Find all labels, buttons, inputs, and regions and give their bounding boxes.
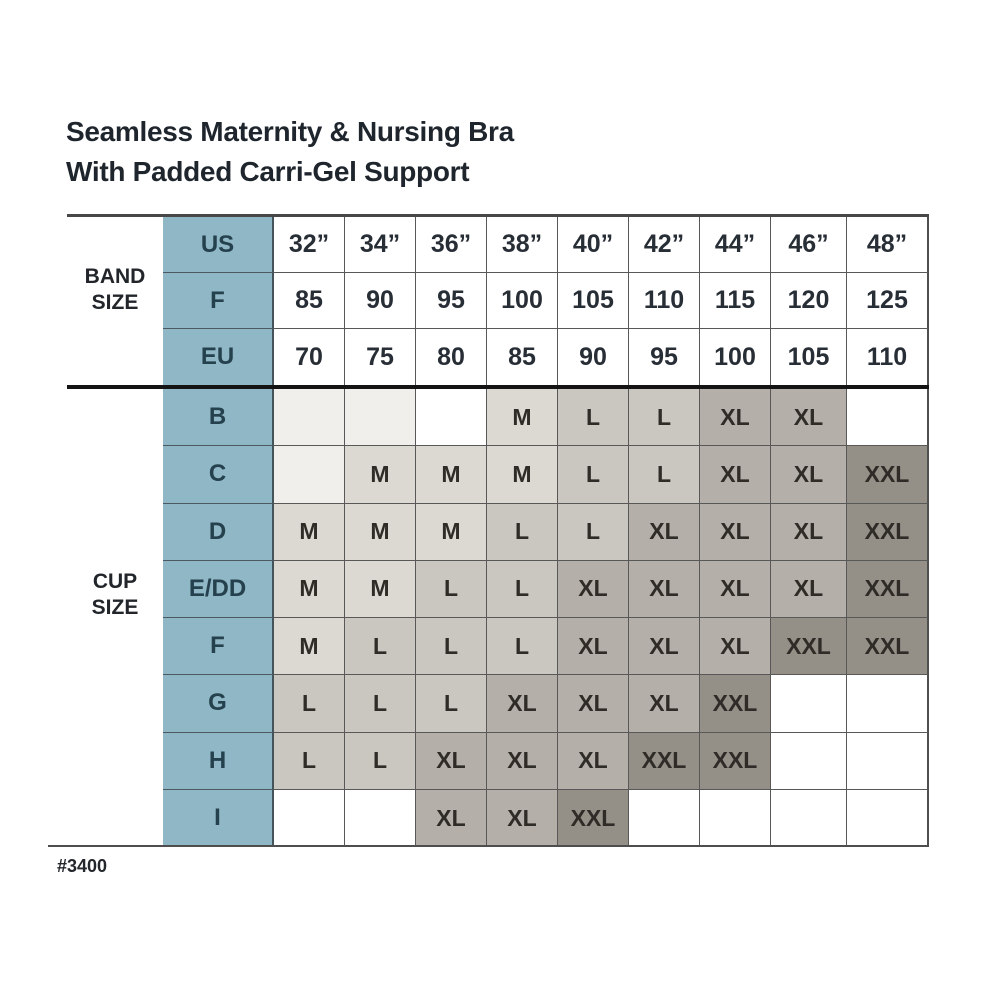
cup-cell: L (629, 389, 700, 446)
cup-cell: XXL (847, 618, 929, 675)
cup-cell: XL (629, 504, 700, 561)
size-table (67, 214, 929, 847)
cup-cell: L (416, 618, 487, 675)
cup-cell (847, 733, 929, 790)
band-cell: 100 (487, 273, 558, 329)
band-cell: 90 (558, 329, 629, 385)
cup-cell (771, 675, 847, 732)
cup-cell: M (487, 389, 558, 446)
band-cell: 75 (345, 329, 416, 385)
cup-cell: M (274, 561, 345, 618)
row-header-f: F (163, 618, 274, 675)
cup-cell (345, 389, 416, 446)
cup-cell: XL (558, 618, 629, 675)
band-cell: 110 (629, 273, 700, 329)
cup-cell: XXL (771, 618, 847, 675)
cup-cell: XL (771, 561, 847, 618)
band-cell: 80 (416, 329, 487, 385)
cup-cell: XXL (700, 733, 771, 790)
bottom-rule (48, 845, 929, 847)
band-cell: 32” (274, 217, 345, 273)
band-cell: 105 (558, 273, 629, 329)
cup-cell: M (345, 504, 416, 561)
cup-cell: L (558, 446, 629, 503)
row-header-d: D (163, 504, 274, 561)
band-cell: 90 (345, 273, 416, 329)
band-size-section-label: BAND SIZE (67, 217, 163, 385)
band-cell: 46” (771, 217, 847, 273)
cup-cell: L (487, 618, 558, 675)
row-header-f: F (163, 273, 274, 329)
cup-cell: M (416, 504, 487, 561)
cup-cell (847, 389, 929, 446)
cup-cell: XL (487, 790, 558, 847)
cup-cell: XL (558, 733, 629, 790)
row-header-eu: EU (163, 329, 274, 385)
cup-cell: L (345, 618, 416, 675)
band-cell: 40” (558, 217, 629, 273)
cup-cell: XXL (700, 675, 771, 732)
cup-cell (847, 675, 929, 732)
cup-cell: M (274, 504, 345, 561)
cup-cell (771, 790, 847, 847)
cup-cell: XL (771, 389, 847, 446)
item-number: #3400 (57, 856, 108, 876)
band-cell: 95 (629, 329, 700, 385)
cup-size-section-label: CUP SIZE (67, 389, 163, 847)
cup-cell (274, 446, 345, 503)
band-cell: 100 (700, 329, 771, 385)
row-header-i: I (163, 790, 274, 847)
cup-cell: L (629, 446, 700, 503)
cup-cell: XXL (558, 790, 629, 847)
cup-cell: XL (771, 504, 847, 561)
band-cell: 85 (274, 273, 345, 329)
cup-cell: XL (700, 561, 771, 618)
cup-cell (274, 389, 345, 446)
cup-cell: XL (629, 561, 700, 618)
cup-cell: L (416, 561, 487, 618)
band-cell: 42” (629, 217, 700, 273)
cup-cell (345, 790, 416, 847)
cup-cell: XL (700, 446, 771, 503)
band-cell: 44” (700, 217, 771, 273)
band-cell: 95 (416, 273, 487, 329)
band-cell: 120 (771, 273, 847, 329)
cup-cell: L (487, 504, 558, 561)
cup-cell: L (345, 733, 416, 790)
cup-cell: XXL (847, 561, 929, 618)
product-title (66, 112, 514, 192)
cup-cell: L (274, 733, 345, 790)
band-cell: 36” (416, 217, 487, 273)
cup-cell: XL (629, 675, 700, 732)
product-title-line-1: Seamless Maternity & Nursing Bra (66, 116, 514, 147)
cup-cell: L (487, 561, 558, 618)
cup-cell: XXL (847, 446, 929, 503)
band-cell: 85 (487, 329, 558, 385)
cup-cell: XL (416, 790, 487, 847)
cup-cell: L (416, 675, 487, 732)
cup-cell: XL (771, 446, 847, 503)
band-cell: 48” (847, 217, 929, 273)
cup-cell: L (558, 504, 629, 561)
cup-cell: M (487, 446, 558, 503)
cup-cell (700, 790, 771, 847)
cup-cell (847, 790, 929, 847)
cup-cell: XXL (847, 504, 929, 561)
cup-cell: M (345, 561, 416, 618)
cup-cell: XL (629, 618, 700, 675)
band-cell: 110 (847, 329, 929, 385)
cup-cell: M (345, 446, 416, 503)
cup-cell: XL (487, 675, 558, 732)
cup-cell: L (558, 389, 629, 446)
band-cell: 70 (274, 329, 345, 385)
cup-cell (416, 389, 487, 446)
cup-cell: L (274, 675, 345, 732)
band-cell: 125 (847, 273, 929, 329)
cup-cell: XL (558, 561, 629, 618)
band-cell: 34” (345, 217, 416, 273)
product-title-line-2: With Padded Carri-Gel Support (66, 156, 470, 187)
cup-cell: XXL (629, 733, 700, 790)
row-header-c: C (163, 446, 274, 503)
cup-cell: L (345, 675, 416, 732)
cup-cell (274, 790, 345, 847)
cup-cell: XL (700, 389, 771, 446)
cup-cell: M (274, 618, 345, 675)
row-header-g: G (163, 675, 274, 732)
band-cell: 105 (771, 329, 847, 385)
cup-cell: M (416, 446, 487, 503)
cup-cell: XL (700, 504, 771, 561)
band-cell: 38” (487, 217, 558, 273)
cup-cell: XL (487, 733, 558, 790)
row-header-b: B (163, 389, 274, 446)
row-header-h: H (163, 733, 274, 790)
cup-cell: XL (700, 618, 771, 675)
band-cell: 115 (700, 273, 771, 329)
row-header-e-dd: E/DD (163, 561, 274, 618)
cup-cell: XL (558, 675, 629, 732)
row-header-us: US (163, 217, 274, 273)
cup-cell (629, 790, 700, 847)
cup-cell (771, 733, 847, 790)
cup-cell: XL (416, 733, 487, 790)
